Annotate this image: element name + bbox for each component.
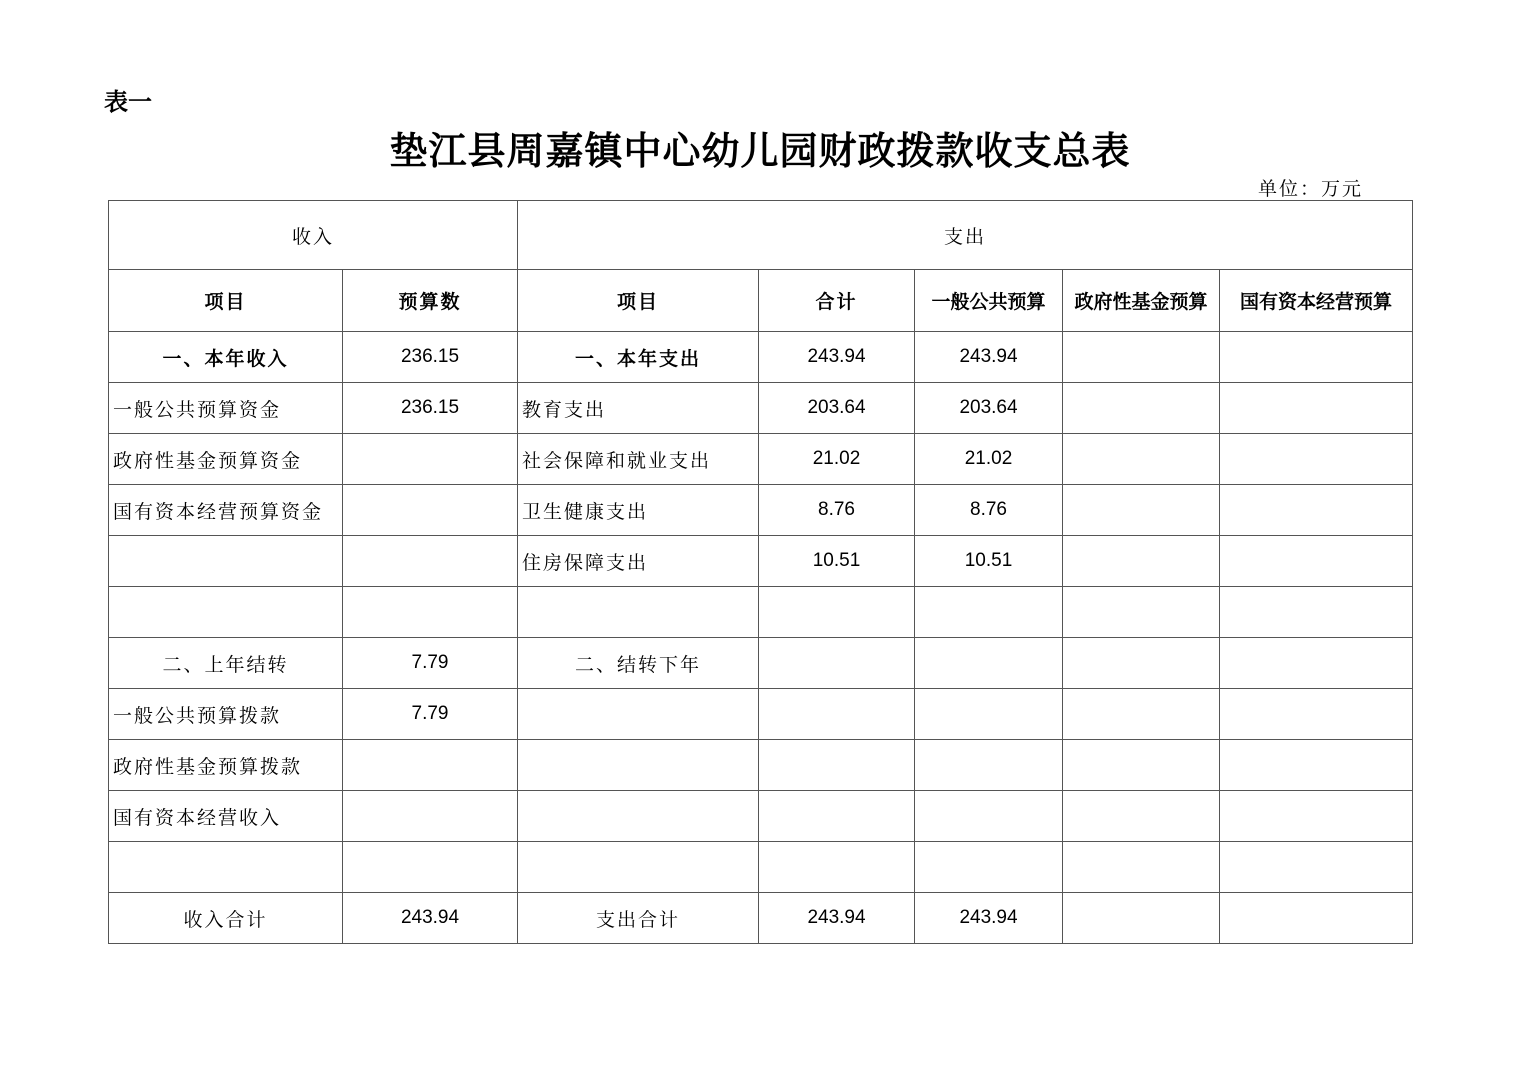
col-general-public: 一般公共预算 [915, 270, 1063, 332]
income-item: 政府性基金预算资金 [109, 434, 343, 485]
unit-label: 单位：万元 [1258, 178, 1364, 200]
table-row [109, 740, 1413, 791]
income-budget [343, 434, 518, 485]
income-budget: 236.15 [343, 332, 518, 383]
expense-gov-fund [1063, 434, 1220, 485]
expense-state-capital [1220, 791, 1413, 842]
expense-general-public [915, 587, 1063, 638]
expense-general-public [915, 689, 1063, 740]
expense-item: 教育支出 [518, 383, 759, 434]
income-item: 政府性基金预算拨款 [109, 740, 343, 791]
expense-item [518, 689, 759, 740]
expense-item: 卫生健康支出 [518, 485, 759, 536]
income-budget [343, 791, 518, 842]
table-row [109, 383, 1413, 434]
expense-total: 243.94 [759, 332, 915, 383]
expense-gov-fund [1063, 689, 1220, 740]
expense-general-public [915, 842, 1063, 893]
page-title: 垫江县周嘉镇中心幼儿园财政拨款收支总表 [389, 128, 1131, 173]
expense-gov-fund [1063, 536, 1220, 587]
expense-total: 21.02 [759, 434, 915, 485]
expense-item: 二、结转下年 [518, 638, 759, 689]
table-row [109, 689, 1413, 740]
expense-total [759, 842, 915, 893]
income-budget [343, 587, 518, 638]
expense-state-capital [1220, 587, 1413, 638]
expense-item [518, 587, 759, 638]
expense-gov-fund [1063, 383, 1220, 434]
expense-total: 243.94 [759, 893, 915, 944]
income-budget [343, 740, 518, 791]
expense-general-public [915, 791, 1063, 842]
expense-general-public: 10.51 [915, 536, 1063, 587]
expense-state-capital [1220, 638, 1413, 689]
expense-state-capital [1220, 740, 1413, 791]
expense-state-capital [1220, 689, 1413, 740]
table-row [109, 638, 1413, 689]
income-budget [343, 485, 518, 536]
expense-general-public: 203.64 [915, 383, 1063, 434]
expense-general-public [915, 740, 1063, 791]
income-item: 二、上年结转 [109, 638, 343, 689]
col-total: 合计 [759, 270, 915, 332]
income-item [109, 536, 343, 587]
expense-general-public [915, 638, 1063, 689]
expense-section-header: 支出 [518, 201, 1413, 270]
income-total-value: 243.94 [343, 893, 518, 944]
expense-state-capital [1220, 332, 1413, 383]
expense-item [518, 842, 759, 893]
expense-general-public: 21.02 [915, 434, 1063, 485]
income-item: 一般公共预算资金 [109, 383, 343, 434]
section-header-row [109, 201, 1413, 270]
expense-total: 10.51 [759, 536, 915, 587]
income-item [109, 587, 343, 638]
expense-total [759, 689, 915, 740]
expense-total [759, 587, 915, 638]
table-row [109, 434, 1413, 485]
table-row [109, 791, 1413, 842]
income-item: 国有资本经营预算资金 [109, 485, 343, 536]
expense-gov-fund [1063, 587, 1220, 638]
income-item: 国有资本经营收入 [109, 791, 343, 842]
table-row [109, 536, 1413, 587]
column-header-row [109, 270, 1413, 332]
income-item: 一般公共预算拨款 [109, 689, 343, 740]
income-budget [343, 842, 518, 893]
expense-item [518, 791, 759, 842]
income-item: 一、本年收入 [109, 332, 343, 383]
col-gov-fund: 政府性基金预算 [1063, 270, 1220, 332]
expense-item: 住房保障支出 [518, 536, 759, 587]
expense-total [759, 791, 915, 842]
income-budget [343, 536, 518, 587]
table-row [109, 332, 1413, 383]
expense-gov-fund [1063, 791, 1220, 842]
income-budget: 7.79 [343, 638, 518, 689]
expense-state-capital [1220, 842, 1413, 893]
expense-gov-fund [1063, 332, 1220, 383]
expense-item: 社会保障和就业支出 [518, 434, 759, 485]
col-income-budget: 预算数 [343, 270, 518, 332]
budget-table [108, 200, 1413, 944]
col-income-item: 项目 [109, 270, 343, 332]
expense-general-public: 243.94 [915, 332, 1063, 383]
totals-row [109, 893, 1413, 944]
expense-total [759, 740, 915, 791]
expense-gov-fund [1063, 893, 1220, 944]
income-budget: 236.15 [343, 383, 518, 434]
expense-general-public: 8.76 [915, 485, 1063, 536]
expense-state-capital [1220, 893, 1413, 944]
income-budget: 7.79 [343, 689, 518, 740]
expense-total: 8.76 [759, 485, 915, 536]
expense-total: 203.64 [759, 383, 915, 434]
income-total-label: 收入合计 [109, 893, 343, 944]
table-row [109, 842, 1413, 893]
table-row [109, 587, 1413, 638]
expense-item [518, 740, 759, 791]
col-state-capital: 国有资本经营预算 [1220, 270, 1413, 332]
table-row [109, 485, 1413, 536]
table-label: 表一 [104, 88, 152, 116]
expense-gov-fund [1063, 485, 1220, 536]
expense-gov-fund [1063, 740, 1220, 791]
expense-gov-fund [1063, 638, 1220, 689]
income-item [109, 842, 343, 893]
expense-gov-fund [1063, 842, 1220, 893]
expense-total [759, 638, 915, 689]
expense-item: 一、本年支出 [518, 332, 759, 383]
expense-total-label: 支出合计 [518, 893, 759, 944]
expense-state-capital [1220, 485, 1413, 536]
expense-state-capital [1220, 383, 1413, 434]
expense-state-capital [1220, 434, 1413, 485]
col-expense-item: 项目 [518, 270, 759, 332]
expense-state-capital [1220, 536, 1413, 587]
income-section-header: 收入 [109, 201, 518, 270]
expense-general-public: 243.94 [915, 893, 1063, 944]
